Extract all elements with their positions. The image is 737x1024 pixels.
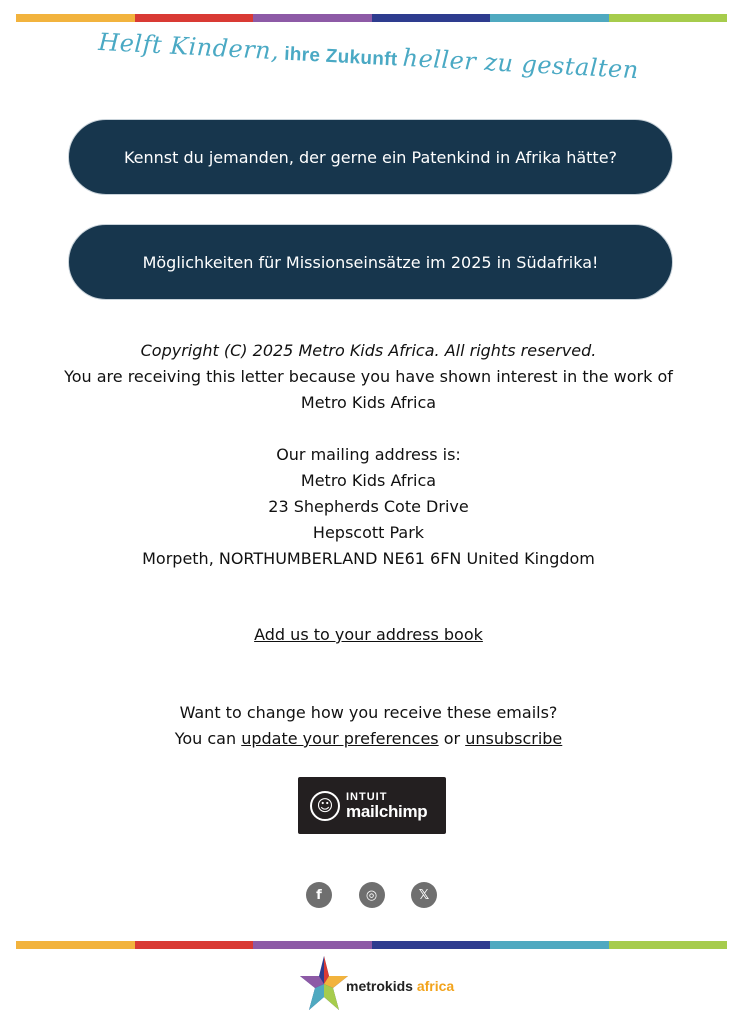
add-to-address-book-link[interactable]: Add us to your address book bbox=[254, 625, 483, 644]
logo-word-africa: africa bbox=[416, 978, 455, 994]
stripe-segment bbox=[135, 941, 254, 949]
star-logo-icon bbox=[296, 954, 352, 1016]
stripe-segment bbox=[609, 14, 728, 22]
address-line: Hepscott Park bbox=[312, 523, 425, 542]
tagline-plain: ihre Zukunft bbox=[283, 43, 398, 71]
logo-wordmark bbox=[346, 978, 454, 994]
metro-kids-africa-logo[interactable] bbox=[296, 954, 466, 1016]
instagram-icon[interactable]: ◎ bbox=[359, 882, 385, 908]
address-line: 23 Shepherds Cote Drive bbox=[268, 497, 469, 516]
tagline-script-1: Helft Kindern, bbox=[97, 27, 280, 66]
social-icons bbox=[306, 882, 437, 908]
freddie-monkey-icon: ☺ bbox=[310, 791, 340, 821]
stripe-segment bbox=[253, 14, 372, 22]
intuit-label: INTUIT bbox=[346, 790, 388, 803]
footer-text bbox=[40, 338, 697, 572]
preferences-line bbox=[0, 726, 737, 752]
stripe-segment bbox=[16, 14, 135, 22]
copyright-notice: Copyright (C) 2025 Metro Kids Africa. All rights reserved. bbox=[140, 341, 597, 360]
stripe-segment bbox=[609, 941, 728, 949]
mailchimp-badge[interactable] bbox=[298, 777, 446, 834]
sponsor-child-label: Kennst du jemanden, der gerne ein Patenkind in Afrika hätte? bbox=[123, 147, 618, 167]
mission-trips-button[interactable] bbox=[68, 224, 673, 300]
preferences-block bbox=[0, 700, 737, 752]
logo-word-metro: metro bbox=[346, 978, 385, 994]
or-text: or bbox=[443, 729, 461, 748]
address-book-row bbox=[0, 622, 737, 648]
stripe-segment bbox=[16, 941, 135, 949]
stripe-segment bbox=[135, 14, 254, 22]
x-icon[interactable]: 𝕏 bbox=[411, 882, 437, 908]
top-color-stripe bbox=[16, 14, 727, 22]
mailchimp-label: mailchimp bbox=[346, 801, 428, 821]
stripe-segment bbox=[490, 941, 609, 949]
stripe-segment bbox=[490, 14, 609, 22]
subscription-reason: You are receiving this letter because you have shown interest in the work of Metro Kids Africa bbox=[64, 367, 673, 412]
stripe-segment bbox=[253, 941, 372, 949]
update-preferences-link[interactable]: update your preferences bbox=[241, 729, 439, 748]
address-line: Metro Kids Africa bbox=[300, 471, 437, 490]
bottom-color-stripe bbox=[16, 941, 727, 949]
change-question: Want to change how you receive these emails? bbox=[179, 703, 558, 722]
unsubscribe-link[interactable]: unsubscribe bbox=[465, 729, 563, 748]
sponsor-child-button[interactable] bbox=[68, 119, 673, 195]
mailchimp-wordmark bbox=[346, 792, 427, 820]
stripe-segment bbox=[372, 941, 491, 949]
mailing-address-heading: Our mailing address is: bbox=[276, 445, 461, 464]
tagline bbox=[0, 27, 737, 92]
logo-word-kids: kids bbox=[384, 978, 413, 994]
you-can-text: You can bbox=[174, 729, 237, 748]
stripe-segment bbox=[372, 14, 491, 22]
address-line: Morpeth, NORTHUMBERLAND NE61 6FN United Kingdom bbox=[142, 549, 595, 568]
tagline-script-2: heller zu gestalten bbox=[401, 43, 640, 85]
tagline-line bbox=[98, 28, 640, 84]
mission-trips-label: Möglichkeiten für Missionseinsätze im 2025 in Südafrika! bbox=[142, 252, 599, 272]
facebook-icon[interactable]: f bbox=[306, 882, 332, 908]
